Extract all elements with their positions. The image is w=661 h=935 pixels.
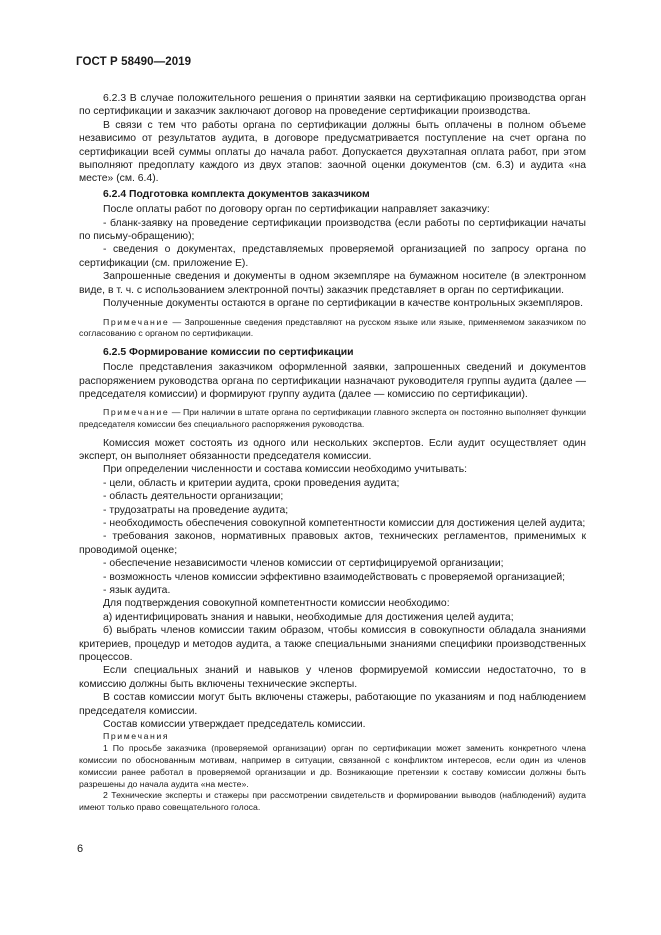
list-item: - область деятельности организации; bbox=[103, 491, 284, 503]
note bbox=[79, 407, 586, 430]
paragraph: Полученные документы остаются в органе по сертификации в качестве контрольных экземпляров. bbox=[103, 298, 583, 310]
notes-label: Примечания bbox=[103, 731, 170, 742]
document-body bbox=[79, 92, 586, 814]
list-item: - трудозатраты на проведение аудита; bbox=[103, 504, 289, 516]
list-item: - цели, область и критерии аудита, сроки проведения аудита; bbox=[103, 477, 400, 489]
page-number: 6 bbox=[77, 843, 84, 855]
list-item: - возможность членов комиссии эффективно взаимодействовать с проверяемой организацией; bbox=[103, 571, 566, 583]
list-item: а) идентифицировать знания и навыки, необходимые для достижения целей аудита; bbox=[103, 611, 514, 623]
note-label: Примечание bbox=[103, 316, 170, 327]
section-heading-6-2-5: 6.2.5 Формирование комиссии по сертификации bbox=[103, 346, 354, 358]
list-item: - требования законов, нормативных правовых актов, технических регламентов, применимых к проводимой оценке; bbox=[79, 531, 586, 556]
list-item: - необходимость обеспечения совокупной компетентности комиссии для достижения целей аудита; bbox=[103, 517, 586, 529]
note-text: — При наличии в штате органа по сертификации главного эксперта он постоянно выполняет функции председателя комиссии без специального распоряжения руководства. bbox=[79, 407, 586, 429]
paragraph: Комиссия может состоять из одного или нескольких экспертов. Если аудит осуществляет один эксперт, он выполняет обязанности председателя комиссии. bbox=[79, 437, 586, 462]
paragraph: Для подтверждения совокупной компетентности комиссии необходимо: bbox=[103, 598, 450, 610]
paragraph: В связи с тем что работы органа по сертификации должны быть оплачены в полном объеме независимо от результатов аудита, в договоре предусматривается поступление на счет органа по сертификации всей суммы оплаты до начала работ. Допускается двухэтапная оплата работ, при этом выполняют предоплату каждого из двух этапов: заочной оценки документов (см. 6.3) и аудита «на месте» (см. 6.4). bbox=[79, 119, 586, 185]
list-item: б) выбрать членов комиссии таким образом, чтобы комиссия в совокупности обладала знаниями критериев, процедур и методов аудита, а также специальными знаниями специфики производственных процессов. bbox=[79, 625, 586, 663]
paragraph: Состав комиссии утверждает председатель комиссии. bbox=[103, 719, 366, 731]
paragraph: В состав комиссии могут быть включены стажеры, работающие по указаниям и под наблюдением председателя комиссии. bbox=[79, 692, 586, 717]
list-item: - обеспечение независимости членов комиссии от сертифицируемой организации; bbox=[103, 558, 504, 570]
paragraph: После оплаты работ по договору орган по сертификации направляет заказчику: bbox=[103, 204, 490, 216]
paragraph: Запрошенные сведения и документы в одном экземпляре на бумажном носителе (в электронном виде, в т. ч. с использованием электронной почты) заказчик представляет в орган по сертификации. bbox=[79, 271, 586, 296]
list-item: - сведения о документах, представляемых проверяемой организацией по запросу органа по сертификации (см. приложение Е). bbox=[79, 244, 586, 269]
document-header: ГОСТ Р 58490—2019 bbox=[76, 56, 192, 68]
note-label: Примечание bbox=[103, 407, 170, 418]
paragraph: После представления заказчиком оформленной заявки, запрошенных сведений и документов распоряжением руководства органа по сертификации назначают руководителя группы аудита (далее — председателя комиссии) и формируют группу аудита (далее — комиссию по сертификации). bbox=[79, 362, 586, 400]
note: 2 Технические эксперты и стажеры при рассмотрении свидетельств и формировании выводов (наблюдений) аудита имеют только право совещательного голоса. bbox=[79, 790, 586, 813]
paragraph: При определении численности и состава комиссии необходимо учитывать: bbox=[103, 464, 468, 476]
section-heading-6-2-4: 6.2.4 Подготовка комплекта документов заказчиком bbox=[103, 188, 370, 200]
list-item: - бланк-заявку на проведение сертификации производства (если работы по сертификации начаты по письму-обращению); bbox=[79, 217, 586, 243]
note: 1 По просьбе заказчика (проверяемой организации) орган по сертификации может заменить конкретного члена комиссии по обоснованным мотивам, например в ситуации, связанной с конфликтом интересов, если один из членов комиссии ранее работал в проверяемой организации и др. Возникающие претензии к составу комиссии должны быть разрешены до начала аудита «на месте». bbox=[79, 743, 586, 789]
note-text: — Запрошенные сведения представляют на русском языке или языке, применяемом заказчиком по согласованию с органом по сертификации. bbox=[79, 316, 587, 339]
note bbox=[79, 317, 586, 340]
paragraph: 6.2.3 В случае положительного решения о принятии заявки на сертификацию производства орган по сертификации и заказчик заключают договор на проведение сертификации производства. bbox=[79, 93, 586, 118]
list-item: - язык аудита. bbox=[103, 584, 171, 596]
paragraph: Если специальных знаний и навыков у членов формируемой комиссии недостаточно, то в комиссию должны быть включены технические эксперты. bbox=[79, 665, 586, 690]
